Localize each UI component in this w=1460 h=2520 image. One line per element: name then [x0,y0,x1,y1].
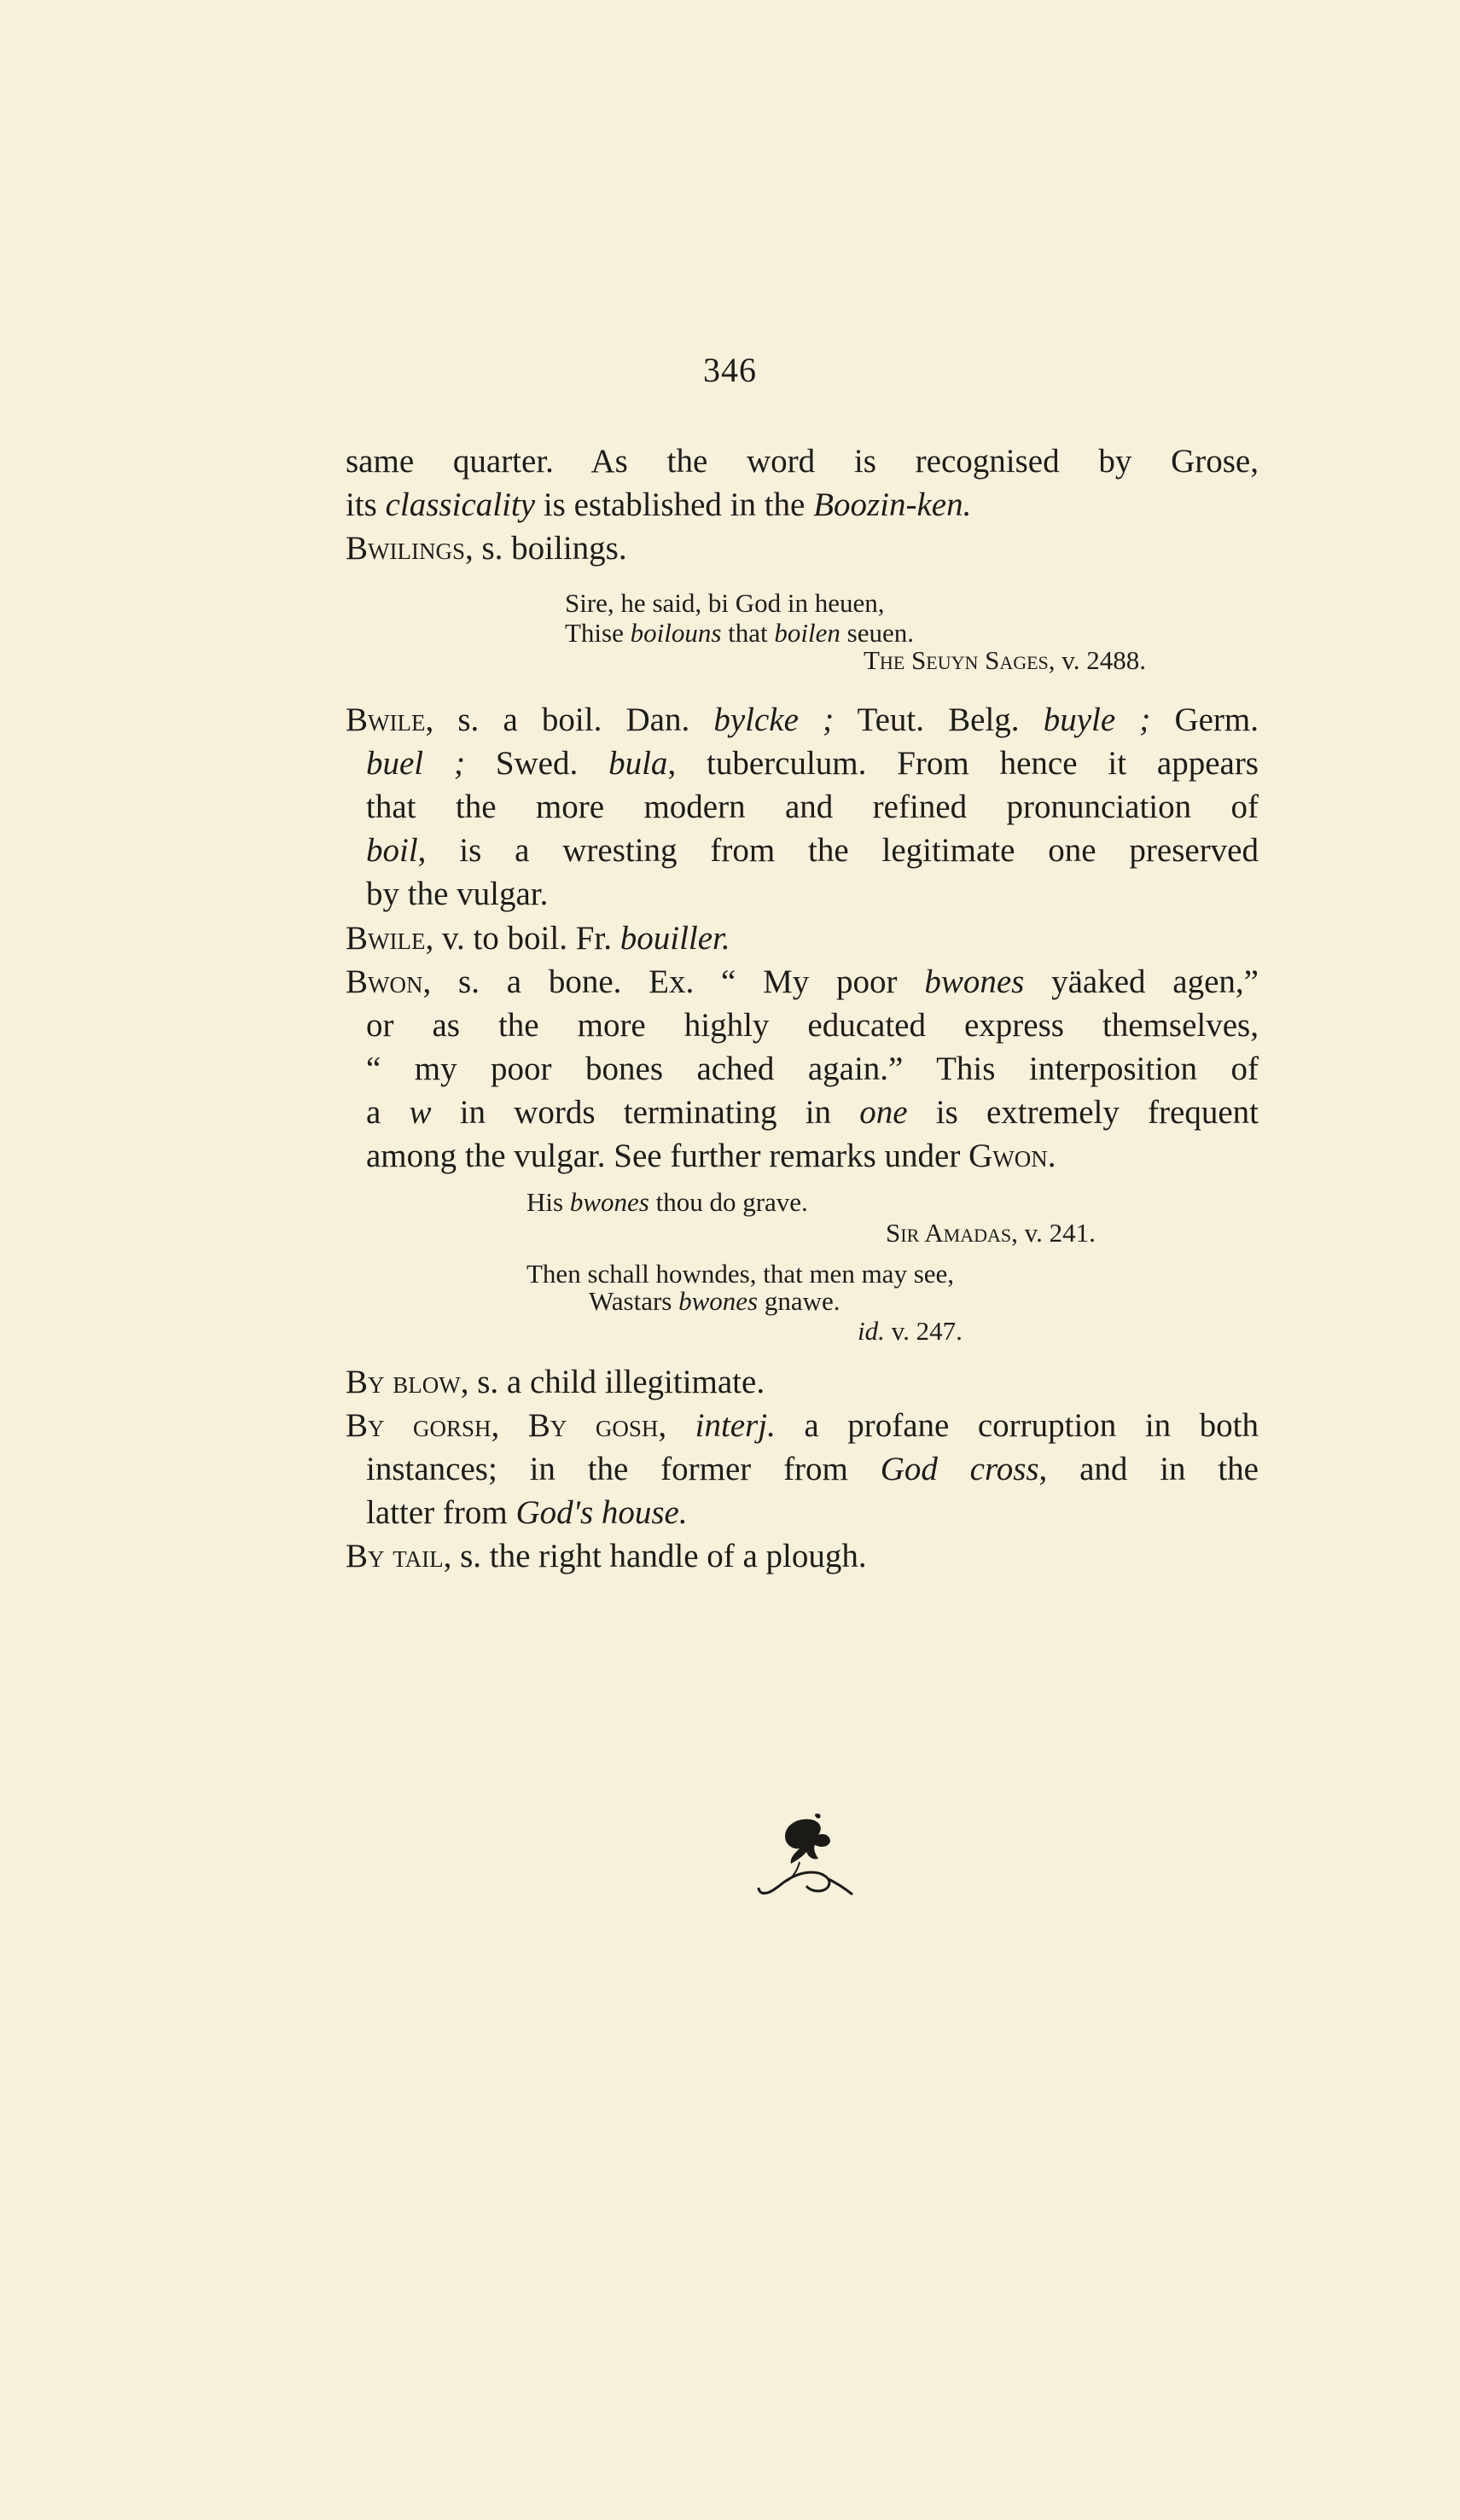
text-line: Bwon, s. a bone. Ex. “ My poor bwones yäaked agen,” [346,963,1259,1000]
quote-line: His bwones thou do grave. [526,1187,808,1217]
text-line: among the vulgar. See further remarks under Gwon. [366,1138,1056,1174]
text-line: latter from God's house. [366,1494,688,1531]
entry-bwile-verb [346,917,1259,960]
text-line: By gorsh, By gosh, interj. a profane corruption in both [346,1407,1259,1444]
text-line: By blow, s. a child illegitimate. [346,1364,765,1400]
quote-citation: id. v. 247. [858,1316,963,1346]
page-number: 346 [703,351,757,389]
entry-bwilings [346,527,1259,570]
headword: Bwon, [346,963,432,1000]
text-line: boil, is a wresting from the legitimate one preserved [366,832,1259,869]
entry-bwile-noun [346,698,1259,916]
quote-line: Sire, he said, bi God in heuen, [565,588,885,618]
text-line: Bwilings, s. boilings. [346,530,627,567]
headword: Bwile, [346,701,434,738]
text-line: or as the more highly educated express themselves, [366,1007,1259,1044]
quote-line: Wastars bwones gnawe. [589,1286,841,1316]
text-line: a w in words terminating in one is extremely frequent [366,1094,1259,1131]
text-line: same quarter. As the word is recognised by Grose, [346,443,1259,480]
quote-line: Then schall howndes, that men may see, [526,1259,955,1289]
headword: By gorsh, [346,1407,500,1444]
entry-bwon [346,960,1259,1178]
text-line: its classicality is established in the Boozin-ken. [346,486,972,523]
headword: By gosh, [499,1407,667,1444]
headword: By tail, [346,1538,452,1574]
text-line: Bwile, v. to boil. Fr. bouiller. [346,920,730,957]
entry-continuation [346,439,1259,527]
text-line: Bwile, s. a boil. Dan. bylcke ; Teut. Belg. buyle ; Germ. [346,701,1259,738]
text-line: that the more modern and refined pronunciation of [366,789,1259,825]
entry-by-gorsh [346,1404,1259,1534]
text-line: buel ; Swed. bula, tuberculum. From hence it appears [366,745,1259,782]
text-line: by the vulgar. [366,876,549,912]
entry-by-blow [346,1360,1259,1404]
quote-citation: Sir Amadas, v. 241. [886,1218,1096,1248]
text-line: instances; in the former from God cross, and in the [366,1451,1259,1487]
text-line: By tail, s. the right handle of a plough. [346,1538,867,1574]
headword: Bwile, [346,920,434,957]
headword: By blow, [346,1364,469,1400]
quote-citation: The Seuyn Sages, v. 2488. [864,645,1147,675]
floral-tailpiece-icon [747,1809,866,1907]
quote-line: Thise boilouns that boilen seuen. [565,618,915,648]
text-line: “ my poor bones ached again.” This interposition of [366,1050,1259,1087]
entry-by-tail [346,1534,1259,1578]
headword: Bwilings, [346,530,474,567]
